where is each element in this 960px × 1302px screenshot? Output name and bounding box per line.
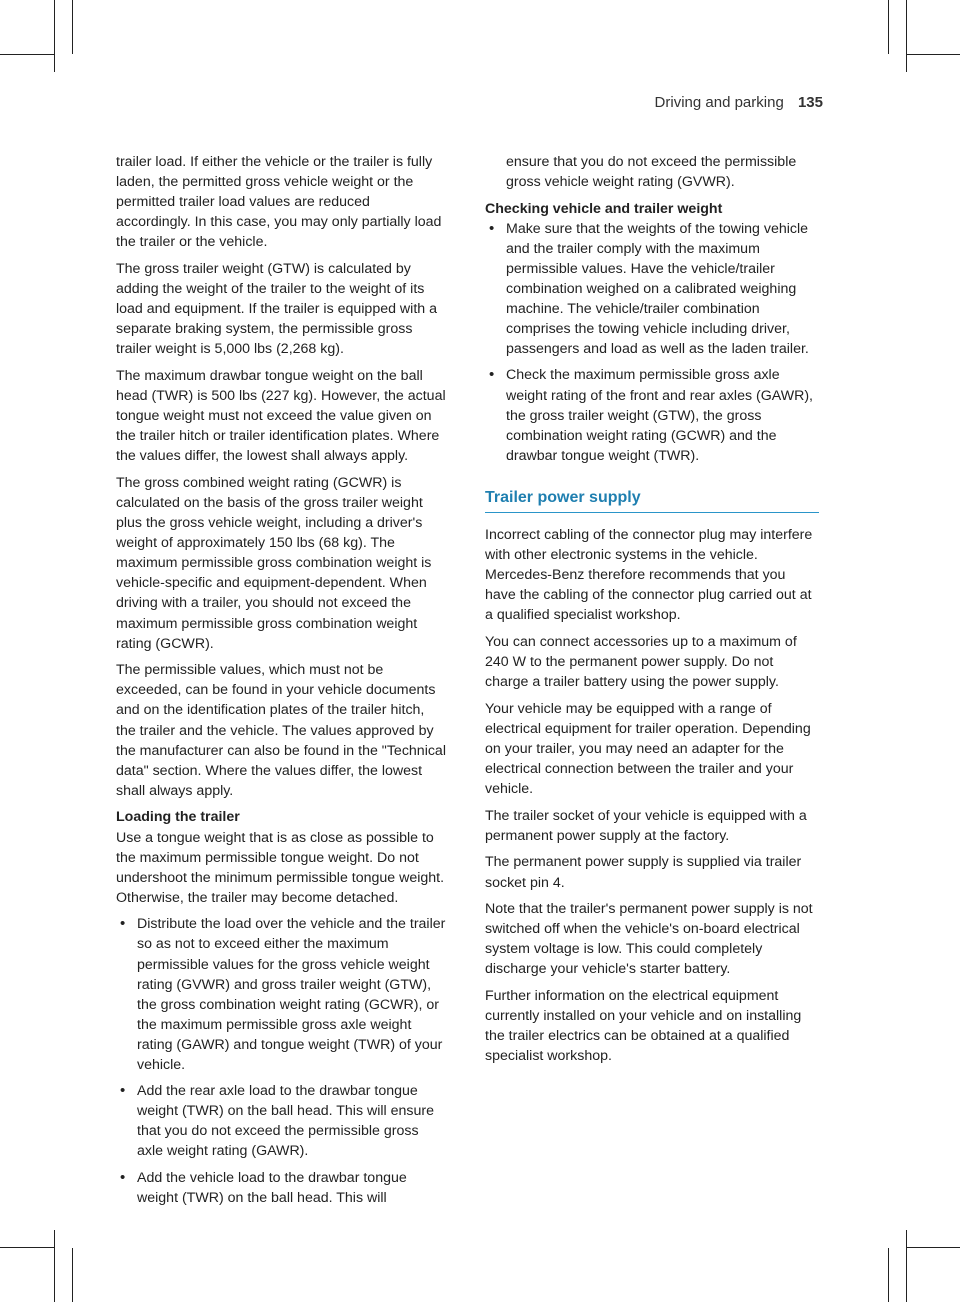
crop-mark xyxy=(72,0,73,54)
crop-mark xyxy=(906,1247,960,1248)
list-item: • Check the maximum permissible gross axle weight rating of the front and rear axles (GAWR), the gross trailer weight (GTW), the gross combination weight rating (GCWR) and the drawbar tongue weight (TWR). xyxy=(485,365,819,465)
section-title: Driving and parking xyxy=(654,94,784,111)
list-item: • Add the vehicle load to the drawbar tongue weight (TWR) on the ball head. This will xyxy=(116,1168,448,1208)
paragraph: The gross combined weight rating (GCWR) is calculated on the basis of the gross trailer weight plus the gross vehicle weight, including a driver's weight of approximately 150 lbs (68 kg). The maximum permissible gross combination weight is vehicle-specific and equipment-dependent. When driving with a trailer, you should not exceed the maximum permissible gross combination weight rating (GCWR). xyxy=(116,474,432,652)
crop-mark xyxy=(906,1230,907,1302)
crop-mark xyxy=(906,0,907,72)
crop-mark xyxy=(0,1247,54,1248)
list-item: • Make sure that the weights of the towing vehicle and the trailer comply with the maximum permissible values. Have the vehicle/trailer combination weighed on a calibrated weighing machine. The vehicle/trailer combination comprises the towing vehicle including driver, passengers and load as well as the laden trailer. xyxy=(485,219,819,360)
paragraph: trailer load. If either the vehicle or the trailer is fully laden, the permitted gross vehicle weight or the permitted trailer load values are reduced accordingly. In this case, you may only partially load the trailer or the vehicle. xyxy=(116,154,442,251)
paragraph: You can connect accessories up to a maximum of 240 W to the permanent power supply. Do not charge a trailer battery using the power supply. xyxy=(485,633,797,691)
paragraph: Incorrect cabling of the connector plug may interfere with other electronic systems in the vehicle. Mercedes-Benz therefore recommends that you have the cabling of the connector plug carried out at a qualified specialist workshop. xyxy=(485,527,813,624)
crop-mark xyxy=(54,1230,55,1302)
bullet-list xyxy=(116,914,448,1207)
crop-mark xyxy=(72,1248,73,1302)
paragraph: Note that the trailer's permanent power supply is not switched off when the vehicle's on-board electrical system voltage is low. This could completely discharge your vehicle's starter battery. xyxy=(485,901,813,978)
list-item: • Add the rear axle load to the drawbar tongue weight (TWR) on the ball head. This will ensure that you do not exceed the permissible gross axle weight rating (GAWR). xyxy=(116,1081,448,1161)
section-heading-trailer-power: Trailer power supply xyxy=(485,488,819,513)
crop-mark xyxy=(888,0,889,54)
paragraph: The trailer socket of your vehicle is equipped with a permanent power supply at the factory. xyxy=(485,807,807,844)
crop-mark xyxy=(54,0,55,72)
list-item-continuation: ensure that you do not exceed the permissible gross vehicle weight rating (GVWR). xyxy=(506,154,797,191)
crop-mark xyxy=(906,54,960,55)
paragraph: Your vehicle may be equipped with a range of electrical equipment for trailer operation. Depending on your trailer, you may need an adapter for the electrical connection between the trailer and your vehicle. xyxy=(485,700,811,798)
paragraph: The permanent power supply is supplied via trailer socket pin 4. xyxy=(485,854,802,891)
crop-mark xyxy=(0,54,54,55)
bullet-list xyxy=(485,219,819,466)
paragraph: Use a tongue weight that is as close as possible to the maximum permissible tongue weight. Do not undershoot the minimum permissible tongue weight. Otherwise, the trailer may become detached. xyxy=(116,829,445,906)
left-column xyxy=(116,152,448,1214)
page-number: 135 xyxy=(797,94,823,111)
paragraph: The permissible values, which must not be exceeded, can be found in your vehicle documents and on the identification plates of the trailer hitch, the trailer and the vehicle. The values approved by the manufacturer can also be found in the "Technical data" section. Where the values differ, the lowest shall always apply. xyxy=(116,662,446,799)
crop-mark xyxy=(888,1248,889,1302)
paragraph: The maximum drawbar tongue weight on the ball head (TWR) is 500 lbs (227 kg). However, the actual tongue weight must not exceed the value given on the trailer hitch or trailer identification plates. Where the values differ, the lowest shall always apply. xyxy=(116,367,446,465)
subheading-loading: Loading the trailer xyxy=(116,809,240,826)
list-item: • Distribute the load over the vehicle and the trailer so as not to exceed either the maximum permissible values for the gross vehicle weight rating (GVWR) and gross trailer weight (GTW), the gross combination weight rating (GCWR), or the maximum permissible gross axle weight rating (GAWR) and tongue weight (TWR) of your vehicle. xyxy=(116,914,448,1075)
paragraph: Further information on the electrical equipment currently installed on your vehicle and on installing the trailer electrics can be obtained at a qualified specialist workshop. xyxy=(485,987,802,1065)
running-header xyxy=(655,94,823,111)
paragraph: The gross trailer weight (GTW) is calculated by adding the weight of the trailer to the weight of its load and equipment. If the trailer is equipped with a separate braking system, the permissible gross trailer weight is 5,000 lbs (2,268 kg). xyxy=(116,260,437,358)
right-column xyxy=(485,152,819,1073)
subheading-checking: Checking vehicle and trailer weight xyxy=(485,200,723,217)
